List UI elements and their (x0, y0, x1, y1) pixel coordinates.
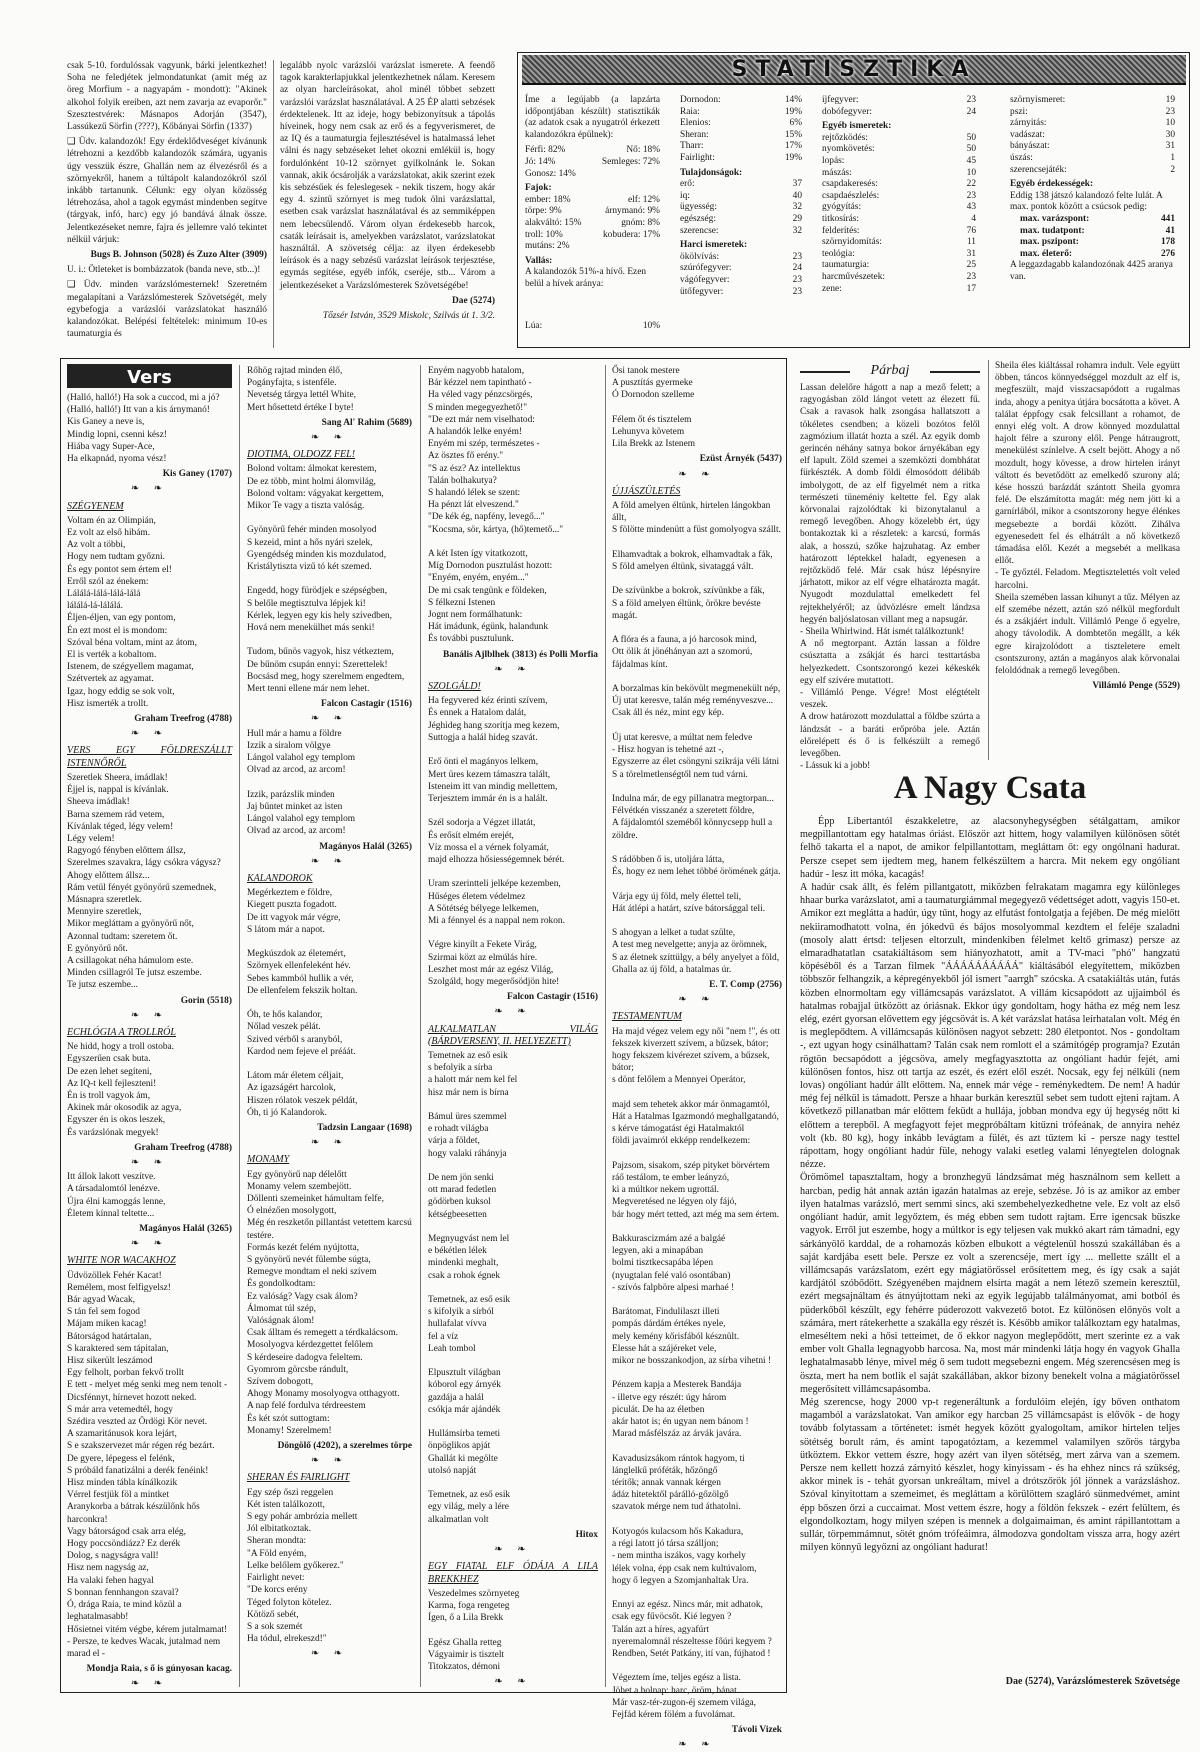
poem-text: Temetnek az eső esik s befolyik a sírba a halott már nem kel fel hisz már nem is bírna Bámul üres szemmel e rohadt világba várja a földet, hogy valaki ráhányja De nem jön senki ott marad fedetlen gödörben kuksol kétségbeesetten Megnyugvást nem lel e békétlen lélek mindenki meghalt, csak a rohok égnek Temetnek, az eső esik s kifolyik a sírból hullafalat vívva fel a víz Leah tombol Elpusztult világban kóborol egy árnyék gazdája a halál csókja már ajándék Hullámsírba temeti önpöglikos apját Ghallát ki megölte utolsó napját Temetnek, az eső esik egy világ, mely a lére alkalmatlan volt (428, 1050, 518, 1525)
poem-signature: Falcon Castagir (1516) (321, 699, 412, 710)
stat-text: Eddig 138 játszó kalandozó felte lulát. A max. pontok között a csúcsok pedig: (1010, 190, 1163, 213)
poem-text: Ha fegyvered kéz érinti szívem, És ennek a Hatalom dalát, Jéghideg hang szorítja meg kezem, Suttogja a halál hideg szavát. Erő önti el magányos lelkem, Mert üres kezem támaszra talált, Isteneim itt van mindig mellettem, Terjesztem immár én is a halált. Szél sodorja a Végzet illatát, És erősít elmém erejét, Víz mossa el a vérnek folyamát, majd elhozza hősiességemnek bérét. Uram szerintteli jelképe kezemben, Hűséges életem védelmez A Sötétség bélyege lelkemen, Mi a fénnyel és a nappal nem rokon. Végre kinyílt a Fekete Virág, Szirmai közt az elmúlás híre. Leszhet most már az egész Világ, Szolgáld, hogy megerősödjön hite! (428, 696, 565, 987)
poem (67, 1027, 232, 1154)
top-article-col1 (67, 60, 267, 348)
stat-row: Férfi: 82% Nő: 18% (525, 145, 660, 156)
poem-text: Üdvözöllek Fehér Kacat! Remélem, most felfigyelsz! Bár agyad Wacak, S tán fel sem fogod Májam miken kacag! Bátorságod határtalan, S karaktered sem tápitalan, Hisz sikerült leszámod Egy felholt, porban fekvő trollt E tett - melyet még senki meg nem tenolt - Dicsfénnyt, hírnevet hozott neked. S már arra vetemedtél, hogy Szédira veszted az Ördögi Kör nevet. A szamaritánusok kora lejárt, S e szakszervezet már régen rég bezárt. De gyere, lépegess el felénk, S próbáld fanatizálni a derék fenéink! Hisz minden tábla kínálkozik Vérrel festjük föl a mintket Aranykorba a bátrak készülőnk hős harconkra! Vagy bátorságod csak arra elég, Hogy poccsöndiázz? Ez derék Dolog, s nagyságra vall! Hisz nem nagyság az, Ha valaki fehen hagyal S bonnan fennhangon szaval? Ó, drága Raia, te mind közül a leghatalmasabb! Hősietnei vitém végbe, kérem jutalmamat! - Persze, te kedves Wacak, jutalmad nem marad el - (67, 1270, 228, 1659)
stat-text: A leggazdagabb kalandozónak 4425 aranya van. (1010, 260, 1173, 282)
poem (67, 745, 232, 1006)
poem (67, 1255, 232, 1675)
stat-heading: Egyéb érdekességek: (1010, 179, 1094, 190)
signature: Dae (5274) (452, 295, 495, 306)
poem-signature: Gorin (5518) (180, 995, 232, 1006)
vers-column-4 (612, 365, 782, 1751)
poem-title: ECHLÓGIA A TROLLRÓL (67, 1026, 176, 1038)
poem-title: WHITE NOR WACAKHOZ (67, 1255, 176, 1267)
stat-text: A kalandozók 51%-a hívő. Ezen belül a hívek aránya: (525, 267, 647, 289)
poem-signature: Graham Treefrog (4788) (134, 714, 232, 725)
poem (428, 681, 598, 1003)
ornament-icon: ❧ ❧ (130, 728, 169, 740)
poem-signature: Hitox (575, 1529, 598, 1540)
top-article-col2 (280, 60, 495, 348)
statistics-title: STATISZTIKA (731, 57, 977, 82)
poem-signature: Magányos Halál (3265) (139, 1224, 232, 1234)
ornament-icon: ❧ ❧ (310, 1455, 349, 1467)
poem-title: DIOTIMA, OLDOZZ FEL! (247, 449, 356, 461)
column-divider (420, 365, 421, 1687)
vers-column-1 (67, 392, 232, 1688)
top-paragraph: U. i.: Ötleteket is bombázzatok (banda neve, stb...)! (67, 265, 261, 276)
signature: Bugs B. Johnson (5028) és Zuzo Alter (3909) (90, 250, 267, 261)
stat-heading: Fajok: (525, 183, 552, 194)
poem-text: Voltam én az Olimpián, Ez volt az első hibám. Az volt a többi, Hogy nem tudtam győzni. És egy pontot sem értem el! Erről szól az énekem: Lálálá-lálá-lálá-lálá lálálá-lá-lálálá. Éljen-éljen, van egy pontom, Én ezt most el is mondom: Szóval béna voltam, mint az átom, El is verték a kobaltom. Istenem, de szégyellem magamat, Szétvertek az agyamat. Igaz, hogy eddig se sok volt, Hisz ismerték a trollt. (67, 515, 197, 709)
poem-signature: Távoli Vizek (731, 1725, 782, 1736)
ornament-icon: ❧ ❧ (130, 483, 169, 495)
nagy-csata-body (800, 815, 1180, 1675)
checkbox-icon: ❑ (67, 280, 84, 291)
poem-signature: Mondja Raia, s ő is gúnyosan kacag. (86, 1664, 232, 1675)
nagy-csata-signature: Dae (5274), Varázslómesterek Szövetsége (1005, 1676, 1180, 1687)
poem-text: Itt állok lakott veszítve. A társadalomtól lenézve. Újra élni kamoggás lenne, Életem kínnal teltette... (67, 1172, 166, 1219)
parbaj-text: Lassan delelőre hágott a nap a mező felett; a ragyogásban zöld lángot vetett az élezett fű. Csak a ravasok halk zsongása hallatszott a tökéletes csendben; a közeli bozótos felől zagmózium illatát hozta a szél. Az egyik domb gerincén néhány satnya bokor árnyékában egy elf lapult. Zöld szemei a szemközti dombhátat fürkészték. A domb földi élmosódott délibáb imbolygott, de az elf figyelmét nem a ritka természeti tüneméniy keltette fel. Egy alak körvonalai rajzolódtak ki bizonytalanul a remegő levegőben. Ahogy közelebb ért, úgy bontakoztak ki a részletek: a karcsú, formás alak, a hosszú, szőke hajzuhatag. Az ember határozott léptekkel haladt, egyenesen a rejtőzködő felé. Már csak húsz lépésnyire járhatott, mikor az elf végre elhatározta magát. Nyugodt mozdulattal emelkedett fel rejtekhelyéről; az üdvözlésre emelt lándzsa hegyén baljóslatosan villant meg a napsugár. - Sheila Whirlwind. Hát ismét találkoztunk! A nő megtorpant. Aztán lassan a földre csúsztatta a zsákját és harci testtartásba helyezkedett. Csontszorongó kezei kékeskék egy elf szívére mutattott. - Villámló Penge. Végre! Most elégtételt veszek. A drow határozott mozdulattal a földbe szúrta a lándzsát - a baráti erőpróba jele. Aztán előrelépett és ő is felkészült a remegő levegőben. - Lássuk ki a jobb! (800, 383, 980, 772)
poem-signature: Ezüst Árnyék (5437) (699, 454, 782, 465)
stat-heading: Egyéb ismeretek: (822, 121, 892, 132)
stat-row: Jó: 14% Semleges: 72% (525, 156, 660, 167)
poem-text: Szeretlek Sheera, imádlak! Éjjel is, nappal is kívánlak. Sheeva imádlak! Barna szemem rád vetem, Kívánlak téged, légy velem! Légy velem! Ragyogó fényben előttem állsz, Szerelmes szavakra, lágy csókra vágysz? Ahogy előttem állsz... Rám vetül fényét gyönyörű szemednek, Másnapra szeretlek. Mennyire szeretlek, Mikor megláttam a gyönyörű nőt, Azonnal tudtam: szeretem őt. E gyönyörű nőt. A csillagokat néha hámulom este. Minden csillagról Te jutsz eszembe. Te jutsz eszembe... (67, 772, 221, 991)
poem-text: (Halló, halló!) Ha sok a cuccod, mi a jó? (Halló, halló!) Itt van a kis árnymanó! Kis Ganey a neve is, Mindig lopni, csenni kész! Hiába vagy Super-Ace, Ha elkapnád, nyoma vész! (67, 393, 220, 465)
poem (428, 365, 598, 661)
ornament-icon: ❧ ❧ (130, 1009, 169, 1021)
poem-title: SZOLGÁLD! (428, 681, 481, 693)
poem-text: Bolond voltam: álmokat kerestem, De ez több, mint holmi álomvilág, Bolond voltam: vágyakat kergettem, Mikor Te vagy a tiszta valóság. Gyönyörű fehér minden mosolyod S kezeid, mint a hős nyári szelek, Gyengédség minden kis mozdulatod, Kristálytiszta vizű tó két szemed. Engedd, hogy fürödjek e szépségben, S belőle megtisztulva lépjek ki! Kérlek, legyen egy kis hely szívedben, Hová nem menekülhet más senki! Tudom, bűnös vagyok, hisz vétkeztem, De bűnöm csupán ennyi: Szerettelek! Bocsásd meg, hogy szerelmem engedtem, Mert tenni ellene már nem lehet. (247, 464, 405, 695)
stat-column-2: Dornodon: 14% Raia: 19% Elenios: 6% Sheran: 15% Tharr: 17% Fairlight: 19% Tulajdonságok: erő: 37 iq: 40 ügyesség: 32 egészség: 29 szerencse: 32 Harci ismeretek: ökölvívás: 23 szúrófegyver: 24 vágófegyver: 23 ütőfegyver: 23 (680, 95, 802, 297)
top-paragraph: legalább nyolc varázslói varázslat ismerete. A feendő tagok karakterlapjukkal jelentkezhetnek nálam. Keresem az olyan harcleírásokat, ahol minél többet sebzett varázslói varázslat használatával. A 25 ÉP alatti sebzések érdektelenek. Itt az ideje, hogy bebizonyítsuk a tápolás híveinek, hogy nem csak az erő és a fegyverismeret, de az IQ és a taumaturgia fejlesztésével is hatalmassá lehet válni és nagy sebzéseket lehet okozni emlékül is, hogy fordulónként 10-12 szörnyet gyilkolnánk le. Sokan vannak, akik ócsárolják a varázslatokat, akik szerint ezek kis sebzésűek és feleslegesek - nekik tiszem, hogy akár egy 4. szintű szörnyet is meg tudok ölni varázslattal, esetben csak varázslat használatával és az semmiképpen nem lebecsülendő. Várom olyan érdekesebb harcok, csaták leírásait is, amelyekben varázslatot, varázslatokat használtál. A szövetség célja: az ilyen érdekesebb leírások és a nagy sebzésű varázslat leírások terjesztése, egymás segítése, egyéb infók, cseréje, stb... Várom a jelentkezéseket a Varázslómesterek Szövetségébe! (280, 61, 495, 291)
title-rule-right (930, 371, 980, 373)
column-divider (273, 60, 274, 348)
column-divider (239, 365, 240, 1687)
ornament-icon: ❧ ❧ (130, 1156, 169, 1168)
poem (67, 392, 232, 480)
signature: Villámló Penge (5529) (1092, 681, 1180, 692)
checkbox-icon: ❑ (67, 137, 79, 148)
poem-title: SZÉGYENEM (67, 500, 124, 512)
poem-title: TESTAMENTUM (612, 1011, 682, 1023)
ornament-icon: ❧ ❧ (678, 994, 716, 1006)
poem (612, 486, 782, 991)
poem (247, 728, 412, 853)
ornament-icon: ❧ ❧ (678, 1739, 716, 1751)
ornament-icon: ❧ ❧ (494, 1676, 532, 1688)
poem-text: Enyém nagyobb hatalom, Bár kézzel nem tapintható - Ha véled vagy pénzcsörgés, S minden megegyezhető!" "De ezt már nem viselhatod: A halandók lelke enyém! Enyém mi szép, természetes - Az ösztes fő erény." "S az ész? Az intellektus Talán bolhakutya? S halandó lélek se szent: Ha pénzt lát elveszend." "De kék ég, napfény, levegő..." "Kocsma, sör, kártya, (hő)temető..." A két Isten így vitatkozott, Míg Dornodon pusztulást hozott: "Enyém, enyém, enyém..." De mi csak tengünk e földeken, S félkezni Istenen Jognt nem formálhatunk: Hát imádunk, égünk, halandunk És további pusztulunk. (428, 366, 564, 645)
poem-signature: E. T. Comp (2756) (709, 979, 782, 990)
poem-text: Ősi tanok mestere A pusztítás gyermeke Ó Dornodon szelleme Félem őt és tisztelem Lehunyva követem Lila Brekk az Istenem (612, 366, 696, 450)
parbaj-text: Sheila éles kiáltással rohamra indult. Vele együtt öbben, táncos könnyedséggel mozdult az elf is, megfeszült, majd visszacsapódott a rugalmas inda, ahogy a penitya útjára bocsátotta a követ. A találat éppfogy csak felcsillant a rohamot, de ennyi elég volt. A drow könnyed mozdulattal hajolt félre a szurony elől. Penge hátraugrott, menekülést színlelve. A cselt bejött. Ahogy a nő mozdult, hogy kövesse, a drow hirtelen irányt váltott és bevetődött az emelkedő szurony alá; kése hosszú barázdát szántott Sheila gyomra felé. De elszámította magát: még nem jött ki a garnírlából, mikor a csontszorony hegye élénkes megsebezte a bordái között. Zihálva egyenesedett fel és elhátrált a nő következő támadása elől. Kezét a megsebét a mellkasa ellőt. - Te győztél. Feladom. Megtisztelettés volt veled harcolni. Sheila szemében lassan kihunyt a tűz. Mélyen az elf szemébe nézett, aztán szó nélkül megfordult és a zsákjáért indult. Villámló Penge ő egyelre, ahogy távolodik. A dombtetőn megállt, a kék egre kirajzolódott a tiszteletere emelt csontszurony, aztán a magányos alak körvonalai feloldódnak a remegő levegőben. (995, 361, 1180, 677)
column-divider (988, 360, 989, 760)
poem (247, 449, 412, 710)
poem-signature: Kis Ganey (1707) (162, 469, 232, 480)
stat-column-3: íjfegyver: 23 dobófegyver: 24 Egyéb ismeretek: rejtőzködés: 50 nyomkövetés: 50 lopás: 45 mászás: 10 csapdakeresés: 22 csapdaészlelés: 23 gyógyítás: 43 titkosírás: 4 felderítés: 76 szörnyidomítás: 11 teológia: 31 taumaturgia: 25 harcművészetek: 23 zene: 17 (822, 95, 976, 294)
address: Tőzsér István, 3529 Miskolc, Szilvás út 1. 3/2. (322, 311, 495, 322)
ornament-icon: ❧ ❧ (130, 1238, 169, 1250)
poem-title: VERS EGY FÖLDRESZÁLLT ISTENNŐRŐL (67, 745, 232, 769)
poem-text: A föld amelyen éltünk, hirtelen lángokban állt, S fölötte mindenütt a füst gomolyogva szállt. Elhamvadtak a bokrok, elhamvadtak a fák, S föld amelyen éltünk, sivataggá vált. De szívünkbe a bokrok, szívünkbe a fák, S a föld amelyen éltünk, örökre bevéste magát. A flóra és a fauna, a jó harcosok mind, Ott ölik át jönéhányan azt a szomorú, fájdalmas kínt. A borzalmas kín bekövült megmenekült nép, Új utat keresve, talán még reményveszve... Csak áll és néz, mint egy kép. Új utat keresve, a múltat nem feledve - Hisz hogyan is tehetné azt -, Egyszerre az élet csöngyni szikrája véli látni S a törelmetlenségtől nem tud várni. Indulna már, de egy pillanatra megtorpan... Félvétkén visszanéz a szeretett földre, A fájdalomtól szeméből könnycsepp hull a zöldre. S rádöbben ő is, utoljára látta, És, hogy ez nem lehet többé örömének gátja. Várja egy új föld, mely élettel teli, Hát átlépi a határt, szíve bátorsággal teli. S ahogyan a lelket a tudat szülte, A test meg nevelgette; anyja az örömnek, S az életnek szíttülgy, a bély anyelyet a föld, Ghalla az új föld, a hatalmas úr. (612, 501, 781, 975)
poem-signature: Falcon Castagir (1516) (507, 992, 598, 1003)
poem-text: Egy szép őszi reggelen Két isten találkozott, S egy pohár ambrózia mellett Jól elbitatkoztak. Sheran mondta: "A Föld enyém, Lelke belőlem győkerez." Fairlight nevet: "De korcs erény Téged folyton kötelez. Kötöző sebét, S a sok szemét Ha tódul, elrekeszd!" (247, 1487, 358, 1645)
poem (247, 873, 412, 1134)
poem-text: Hull már a hamu a földre Izzik a siralom völgye Lángol valahol egy templom Olvad az arcod, az arcom! Izzik, parázslik minden Jaj bűntet minket az isten Lángol valahol egy templom Olvad az arcod, az arcom! (247, 728, 356, 837)
statistics-banner (522, 55, 1186, 85)
column-divider (605, 365, 606, 1687)
poem-text: Megérkeztem e földre, Kiegett puszta fogadott. De itt vagyok már végre, S látom már a napot. Megkúszdok az életemért, Szörnyek ellenfeleként hév. Sebes kammból hullik a vér, De ellenfelem fekszik holtan. Óh, te hős kalandor, Nőlad veszek pélát. Szived vérből s aranyból, Kardod nem fejeve el préáát. Látom már életem céljait, Az igazságért harcolok, Hiszen rólatok veszek példát, Óh, ti jó Kalandorok. (247, 888, 358, 1118)
ornament-icon: ❧ ❧ (130, 1678, 169, 1690)
poem (428, 1561, 598, 1673)
top-paragraph: ❑ Üdv. kalandozók! Egy érdeklődveséget kívánunk létrehozni a kezdőbb kalandozók számára, ugyanis úgy vesszük észre, Ghallán nem az élvezésről és a szörnyekről, hanem a túltápolt kalandozókról szól inkább tartanunk. Célunk: egy olyan közösség létrehozása, ahol a tagok egymást mindenben segítve (tárgyak, infó, harc) egy jó bandává álnak össze. Jelentkezéseket nemre, fajra és jellemre való tekintet nélkül várjuk: (67, 137, 267, 245)
ornament-icon: ❧ ❧ (678, 468, 716, 480)
stat-column-4: szörnyismeret: 19 pszi: 23 zárnyitás: 10 vadászat: 30 bányászat: 31 úszás: 1 szerencsejáték: 2 Egyéb érdekességek: Eddig 138 játszó kalandozó felte lulát. A max. pontok között a csúcsok pedig: max. varázspont: 441 max. tudatpont: 41 max. pszipont: 178 max. életerő: 276 A leggazdagabb kalandozónak 4425 aranya van. (1010, 95, 1175, 282)
stat-heading: Tulajdonságok: (680, 167, 743, 178)
parbaj-title: Párbaj (870, 363, 910, 378)
nagy-csata-title: A Nagy Csata (893, 770, 1087, 806)
stat-heading: Harci ismeretek: (680, 240, 748, 251)
stat-intro: Íme a legújabb (a lapzárta időpontjában készült) statisztikák (az adatok csak a nyugatról érkezett kalandozókra épülnek): (525, 95, 660, 140)
poem-signature: Magányos Halál (3265) (319, 841, 412, 852)
poem-signature: Tadzsin Langaar (1698) (317, 1122, 412, 1133)
ornament-icon: ❧ ❧ (310, 432, 349, 444)
poem (428, 1024, 598, 1542)
poem (247, 1472, 412, 1645)
poem (247, 365, 412, 429)
parbaj-col2 (995, 360, 1180, 760)
ornament-icon: ❧ ❧ (494, 663, 532, 675)
poem-title: ÚJJÁSZÜLETÉS (612, 485, 681, 497)
poem-title: KALANDOROK (247, 872, 313, 884)
stat-religion-last: Lúa: 10% (525, 321, 660, 331)
top-paragraph: csak 5-10. fordulóssak vagyunk, bárki jelentkezhet! Soha ne feledjétek jelmondatunkat (amit még az öreg Morfium - a nagyapám - mondott): "Akinek alkohol folyik ereiben, azt nem zavarja az evaporőr." Szesztestvérek: Másnapos Adorján (3547), Lassúkezű Sörfin (????), Kőbányai Sörfin (1337) (67, 61, 267, 133)
parbaj-col1 (800, 382, 980, 772)
ornament-icon: ❧ ❧ (310, 713, 349, 725)
vers-column-2 (247, 365, 412, 1688)
poem-title: MONAMY (247, 1154, 290, 1166)
poem-title: EGY FIATAL ELF ÓDÁJA A LILA BREKKHEZ (428, 1561, 598, 1585)
poem-text: Ha majd végez velem egy női "nem !", és ott fekszek kiverzett szívem, a bűzsek, bátor; hogy fekszem kivérezet szívem, a bűzsek, bátor; s dönt felőlem a Mennyei Operátor, majd sem tehetek akkor már önmagamtól, Hát a Hatalmas Igazmondó meghallgatandó, s kérve támogatást égi Hatalmaktól földi javaimról ekképp rendelkezem: Pajzsom, sisakom, szép pityket börvértem ráő testálom, te ember leányzó, ki a múltkor nekem ugrottál. Megveretésed ne légyen oly fájó, bár hogy mért tetted, azt még ma sem értem. Bakkurascizmám azé a balgáé legyen, aki a minapában bolmi tisztkecsapába lépen (nyugtalan felé való osontában) - szívós falpböre alpesi marhaé ! Barátomat, Findulilaszt illeti pompás dárdám értékes nyele, mely kemény kőrisfából késznült. Elesse hát a szájéreket vele, mikor ne bosszankodjon, az sírba vihetni ! Pénzem kapja a Mesterek Bandája - illetve egy részét: úgy három piculát. De ha az életben akár hatot is; én ugyan nem bánom ! Marad másfélszáz az árvák javára. Kavadusizsákom rántok hagyom, ti lánglelkű próféták, hőzöngő térítők; annak vannak kérgen ádáz hitetektől párálló-gőzölgő szavatok mérge nem tud áthatolni. Kotyogós kulacsom hős Kakadura, a régi latott jó társa szálljon; - nem mintha iszákos, vagy korhely lélek volna, épp csak nem kultúvalom, hogy ő legyen a Szomjanhaltak Ura. Ennyi az egész. Nincs már, mit adhatok, csak egy fűvöcsőt. Kié legyen ? Talán azt a híres, agyafúrt nyeremalomnál részeltesse főúri kegyem ? Rendben, Setét Patkány, ití van, fújhatod ! Végeztem íme, teljes egész a lista. Jöhet a holnap: harc, öröm, bánat... Már vasz-tér-zugon-éj szemem világa, Fejfád kérem fölém a fuvolámat. (612, 1026, 781, 1720)
nagy-csata-text: Épp Libertantól északkeletre, az alacsonyhegységben sétálgattam, amikor megpillantottam egy hatalmas óriást. Először azt hittem, hogy valamilyen különösen sötét felhő takarta el a napot, de amikor felpillantottam, megláttam őt: egy ongólnani hadurat. Persze csepet sem ijedtem meg, hanem felkészültem a harcra. Mit nekem egy ongóliant hadúr - lesz itt móka, kacagás! A hadúr csak állt, és felém pillantgatott, miközben felrakatam magamra egy különleges hhaar burka varázslatot, ami a taumaturgiámmal megegyező védettséget adott, vagyis 150-et. Amikor ezt megláttа a hadúr, úgy tűnt, hogy az elfutást fontolgatja a fejében. De még mielőtt nekiiramodhatott volna, én jókedvű és bájos mosolyommal kezdtem el feléje szaladni (mosoly alatt értsd: teljesen eltorzult, mindenkiben félelmet keltő grimasz) persze az elmaradhatatlan csatakiáltásom sem hiányozhatott, amit a TV-maci "phó" hangzatú köpéséből és a Tarzan filmek "ÁÁÁÁÁÁÁÁÁÁ" kiáltásából elegyítettem, miközben többször felhangzik, a képregényekből jól ismert "aarrgh" szócska. A csatakiáltás után, futás közben elnormoltam egy villámcsapás varázslatot. A villám kicsapódott az ujjaimból és hatalmas robajjal ütközött az óriásnak. Ekkor úgy gondoltam, hogy hátha ez még nem lesz elég, ezért gyorsan elővettem egy jégcsövát is. A két varázslat hatása leírhatalan volt. Még én is meglepődtem. A villámcsapás különösen nagyot sebzett: 280 életpontot. Nos - gondoltam -, ezt ugyan hogy csinálhattam? Talán csak nem romlott el a számítógép programja? Ezután rögtön becsapódott a jégcsöva, amely megfagyasztotta az ongóliant hadúr fejét, ami különösen fontos, hisz ott tartja az eszét, és ezért elől eszét. Nocsak, egy fej nélküli (nem lovas) ongóliant hadúr állt előttem. Na, ennek már vége - reménykedtem. De nem! A hadúr még fej nélkül is támadott. Persze a hhaar burkán keresztül sebet sem tudott ejteni rajtam. A következő pillanatban már előttem feküdt a hullája, jobban mondva egy új hegység nőtt ki előttem a terepből. A megfagyott fejet megpróbáltam kitűzni trófeának, de annyira nehéz volt (kb. 80 kg), hogy inkább levágtam a fülét, és azt tűztem ki - persze nagy testtel rápottam, hogy ongóliant hadúr füle, nehogy valaki esetleg valami lényegtelen dolognak nézze. Örömömel tapasztaltam, hogy a bronzhegyű lándzsámat még használnom sem kellett a harcban, pedig hát annak aztán igazán hatalmas az ereje, sebzése. Jó is az amikor az ember ilyen hatalmas varázsló, mert semmi sincs, aki szembehelyezkedhetne vele. Ez volt az első ongóliant hadúr, amit legyőztem, és még ebben sem tudott rajtam. Erre igencsak büszke vagyok. Erről jut eszembe, hogy a múltkor is egy teljesen vak mukkó akart rám támadni, egy sárkányölő karddal, de a rohamozás közben elbukott a végtelenül hosszú szakállában és a saját kardjába esett bele. Persze ez volt a szerencséje, mert így ... mellette szállt el a villámcsapás varázslatom, ezért egy mágiatörőssel erősítettem meg, és így csak a saját kardjától szóbődött. Szégyenében majdnem elsírta magát a nem létező szemein keresztül, ezért megsajnáltam és átnyújtottam neki az egyik legújabb találmányomat, ami botból és püderkőből készült, egy fehérre púderozott vakvezető botot. Ez különösen előnyös volt a számára, mert rátekerhette a szakálla egy részét is. Később amikor találkoztam egy hatalmas, elmeséltem neki a hősi tetteimet, de ő ekkor nagyon meglepődött, mert szerinte ez a vak ember volt Ghalla legnagyobb harcosa. Na, most már mindenki látja hogy én vagyok Ghalla leghatalmasabb lénye, mivel még ő sem tudott megsebezni engem. Még szerencsésen meg is öszta, mert ha nem botlik el saját szakállában, akkor bizony benekelt volna a mágiatörőssel megerősített villámcsapásomba. Még szerencse, hogy 2000 vp-t regeneráltunk a fordulóim elején, így bőven onthatom magamból a varázslatokat. Van amikor egy harcban 25 villámcsapást is elővök - de hogy tovább folytassam a történetet: ismét hegyek között gyalogoltam, amikor hirtelen teljes sötétség borult rám, és amint tapogatóztam, a kezemmel valamilyen szőrös tárgyba ütköztem. Ekkor vettem észre, hogy azért van ilyen sötétség, mert zárva van a szemem. Persze nem kellett hozzá zárnyitó készlet, hogy kinyissam - és ha ehhez nincs rá szükség, akkor minek is - tehát gyorsan unkreáltam, mivel a drótszőrök jól jönnek a varázsláshoz. Szóval kinyitottam a szemeimet, és megláttam a körülöttem szagláró sünmedvémet, amint épp bőszen őrzi a cuccaimat. Most vettem észre, hogy a földön fekszek - ezért felültem, és elgondolkoztam, hogy milyen szépen is mennek a dolgaimaiman, és amint rápillantottam a sullár, törpemmámnut, sötét gnóm trófeáimra, álmodozva gondoltam vissza arra, hogy azért milyen könnyű legyőzni az ongóliant hadurat! (800, 816, 1180, 1554)
poem-signature: Sang Al' Rahim (5689) (321, 417, 412, 428)
vers-column-3 (428, 365, 598, 1688)
poem-signature: Banális Ajlblhek (3813) és Polli Morfia (443, 649, 598, 660)
ornament-icon: ❧ ❧ (494, 1544, 532, 1556)
poem-text: Egy gyönyörű nap délelőtt Monamy velem szembejött. Döllenti szemeinket hámultam felfe, Ó elnézően mosolygott, Még én reszketőn pillantást vetettem karcsú testére. Formás kezét felém nyújtotta, S gyönyörű nevét fülembe súgta, Remegve mondtam el neki szívem És gondolkodtam: Ez valóság? Vagy csak álom? Álmomat túl szép, Valóságnak álom! Csak álltam és remegett a térdkalácsom. Mosolyogva kérdezgettet felőlem S kérdeseire dadogva feleltem. Gyomrom görcsbe rándult, Szívem dobogott, Ahogy Monamy mosolyogva otthagyott. A nap felé fordulva térdreestem És két szót suttogtam: Monamy! Szerelmem! (247, 1169, 412, 1436)
poem-text: Ne hidd, hogy a troll ostoba. Egyszerűen csak buta. De ezen lehet segíteni, Az IQ-t kell fejleszteni! Én is troll vagyok ám, Akinek már okosodik az agya, Egyszer én is okos leszek, És varázslónak megyek! (67, 1042, 182, 1138)
ornament-icon: ❧ ❧ (310, 1648, 349, 1660)
poem-signature: Döngölő (4202), a szerelmes törpe (277, 1441, 412, 1452)
stat-column-1: Íme a legújabb (a lapzárta időpontjában készült) statisztikák (az adatok csak a nyugatról érkezett kalandozókra épülnek): Férfi: 82% Nő: 18% Jó: 14% Semleges: 72% Gonosz: 14% Fajok: ember: 18% elf: 12% törpe: 9% árnymanó: 9% alakváltó: 15% gnóm: 8% troll: 10% kobudera: 17% mutáns: 2% Vallás: A kalandozók 51%-a hívő. Ezen belül a hívek aránya: (525, 95, 660, 289)
poem-signature: Graham Treefrog (4788) (134, 1142, 232, 1153)
poem-title: ALKALMATLAN VILÁG (BÁRDVERSENY, II. HELYEZETT) (428, 1023, 598, 1047)
poem (612, 365, 782, 466)
poem (67, 1171, 232, 1235)
poem-text: Veszedelmes szörnyeteg Karma, foga rengeteg Ígen, ő a Lila Brekk Egész Ghalla retteg Vágyaimir is tisztelt Titokzatos, démoni (428, 1588, 520, 1672)
vers-banner (67, 364, 232, 388)
ornament-icon: ❧ ❧ (494, 1006, 532, 1018)
vers-title: Vers (127, 367, 172, 388)
ornament-icon: ❧ ❧ (310, 855, 349, 867)
poem-text: Rőhög rajtad minden élő, Pogányfajta, s istenféle. Nevetség tárgya lettél White, Mert hősettetd értéke I byte! (247, 366, 356, 413)
poem (67, 501, 232, 726)
top-paragraph: ❑ Üdv. minden varázslómesternek! Szeretném megalapítani a Varázslómesterek Szövetségét, mely egybefogja a varázslói varázslatokat használó kalandozókat. Belépési feltételek: minimum 10-es taumaturgia és (67, 280, 268, 340)
poem (247, 1154, 412, 1452)
poem-title: SHERAN ÉS FAIRLIGHT (247, 1472, 350, 1484)
poem (612, 1011, 782, 1736)
stat-heading: Vallás: (525, 255, 553, 266)
ornament-icon: ❧ ❧ (310, 1137, 349, 1149)
stat-row: Gonosz: 14% (525, 168, 576, 179)
